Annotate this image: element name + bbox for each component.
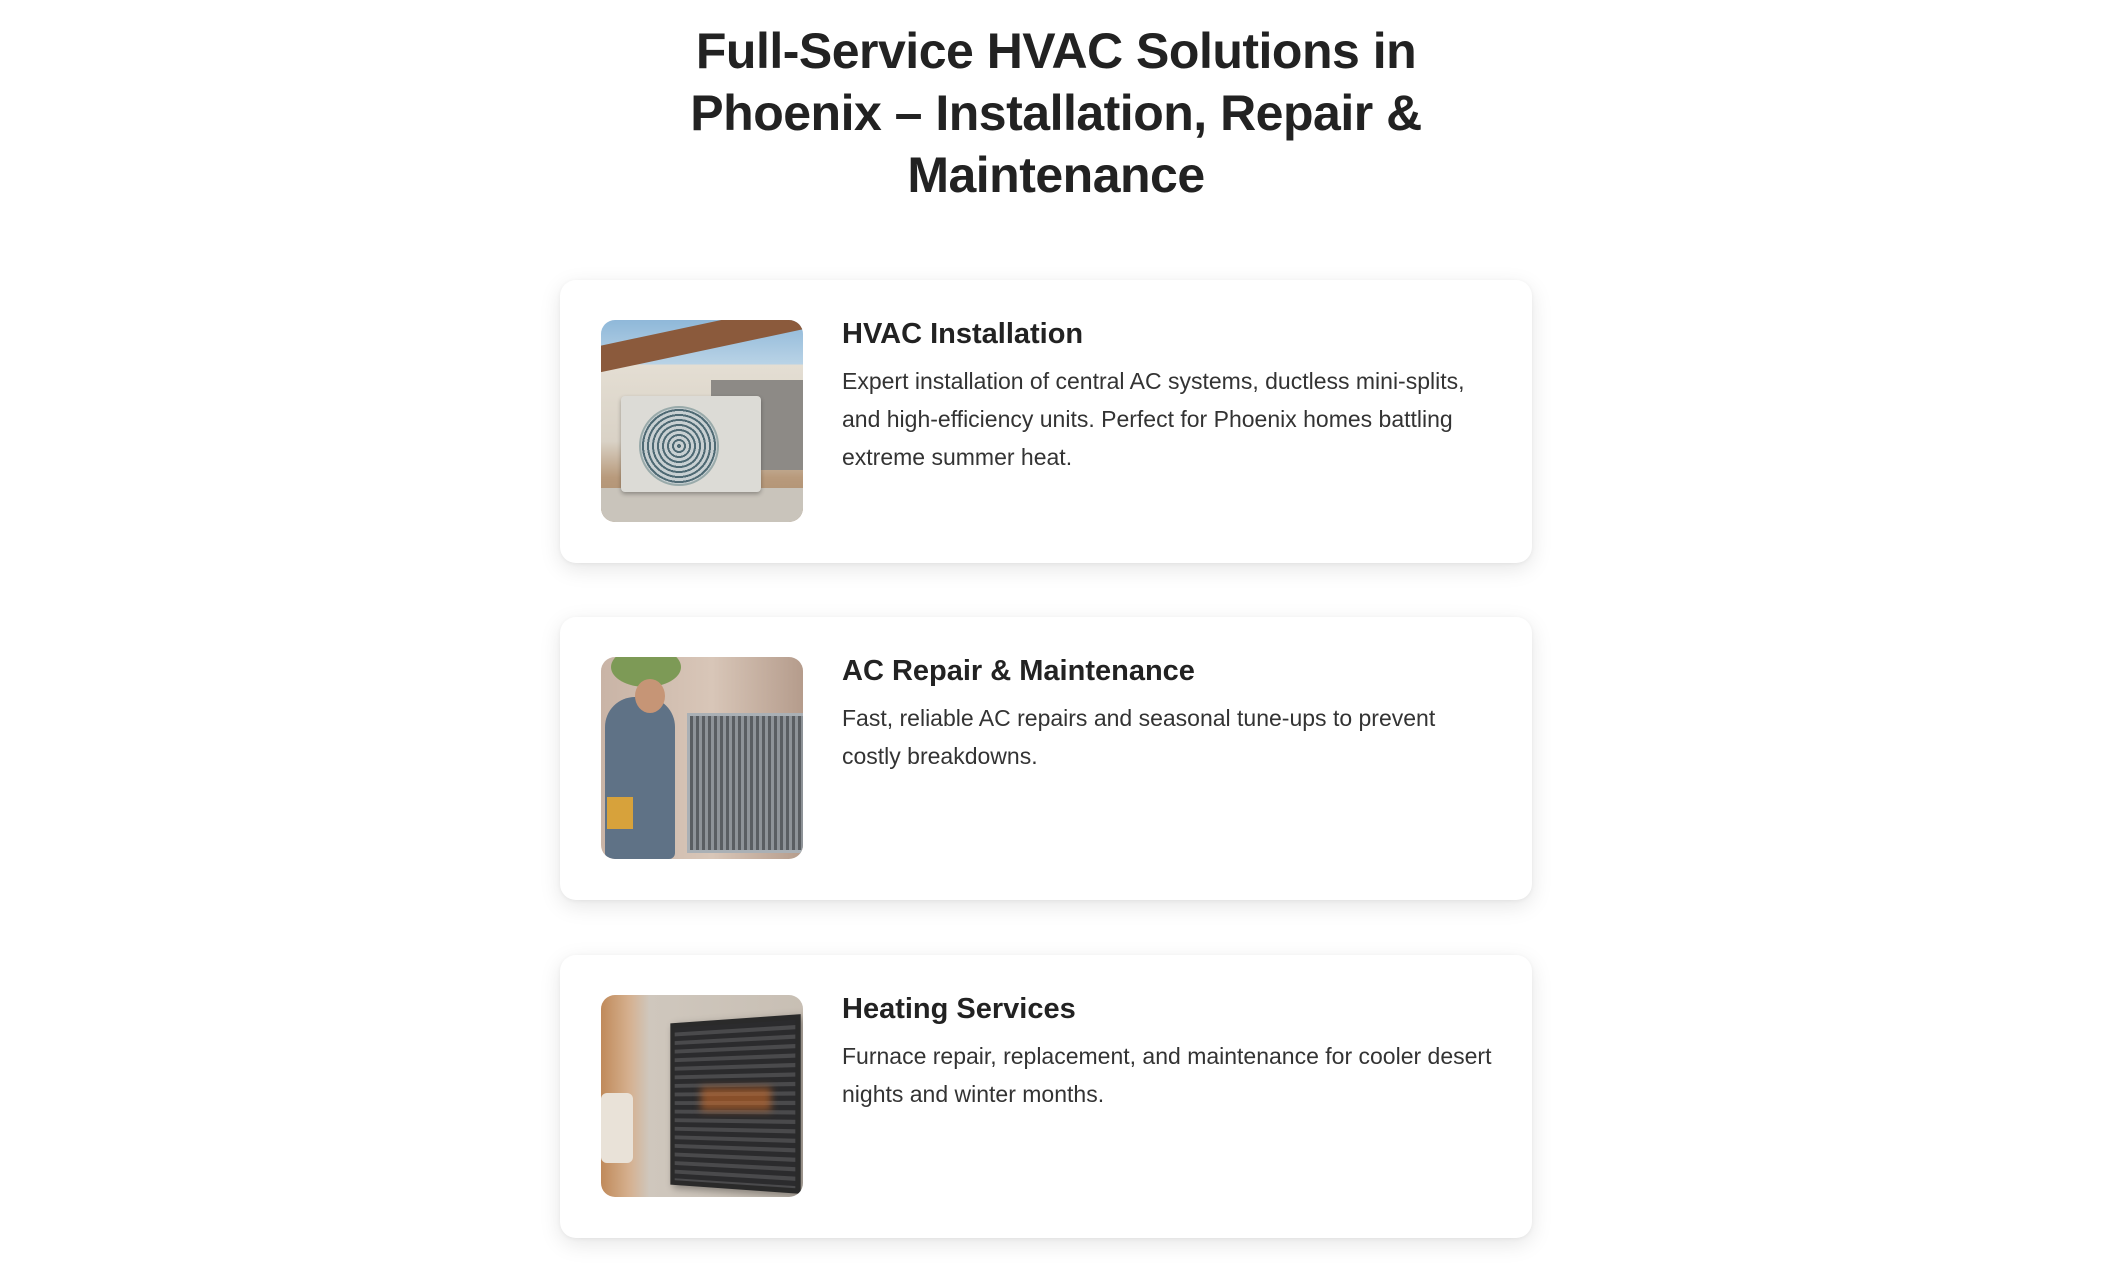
page-title: Full-Service HVAC Solutions in Phoenix – Installation, Repair & Maintenance xyxy=(690,23,1422,203)
service-card-hvac-installation xyxy=(560,280,1532,563)
service-title: HVAC Installation xyxy=(842,318,1084,350)
service-card-heating xyxy=(560,955,1532,1238)
hvac-installation-image xyxy=(601,320,803,522)
service-card-ac-repair xyxy=(560,617,1532,900)
service-title: Heating Services xyxy=(842,993,1076,1025)
service-description: Expert installation of central AC systems, ductless mini-splits, and high-efficiency units. Perfect for Phoenix homes battling extreme summer heat. xyxy=(842,368,1465,470)
service-description: Fast, reliable AC repairs and seasonal tune-ups to prevent costly breakdowns. xyxy=(842,705,1436,769)
service-description: Furnace repair, replacement, and maintenance for cooler desert nights and winter months. xyxy=(842,1043,1492,1107)
ac-repair-image xyxy=(601,657,803,859)
heating-services-image xyxy=(601,995,803,1197)
service-title: AC Repair & Maintenance xyxy=(842,655,1195,687)
